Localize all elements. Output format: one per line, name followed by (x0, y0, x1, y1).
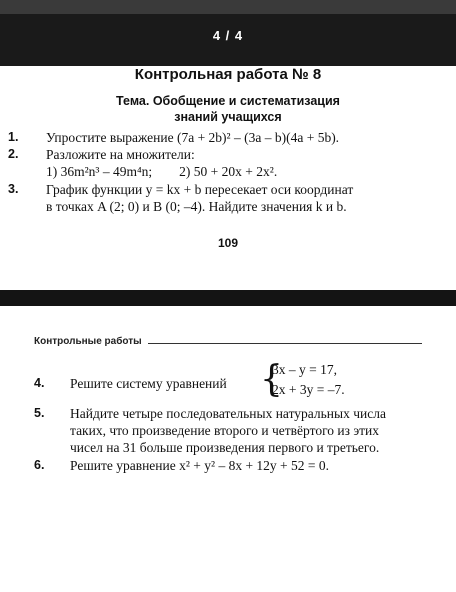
task-number: 2. (8, 147, 19, 161)
subtitle-line-2: знаний учащихся (174, 110, 282, 124)
task-text: Разложите на множители: (46, 147, 195, 162)
page-divider (0, 290, 456, 306)
task-text: Решите уравнение x² + y² – 8x + 12y + 52 = 0. (70, 458, 330, 473)
brace-icon: { (260, 359, 283, 400)
document-page-109[interactable] (0, 66, 456, 290)
task-number: 1. (8, 130, 19, 144)
task-number: 4. (34, 376, 45, 390)
task-number: 3. (8, 182, 19, 196)
subtitle-line-1: Тема. Обобщение и систематизация (116, 94, 340, 108)
page-title: Контрольная работа № 8 (134, 66, 322, 83)
running-header: Контрольные работы (34, 336, 142, 347)
task-text: Упростите выражение (7a + 2b)² – (3a – b)(4a + 5b). (46, 130, 340, 145)
task-number: 6. (34, 458, 45, 472)
equation-system (260, 359, 380, 402)
task-text-continued: таких, что произведение второго и четвёртого из этих (70, 423, 379, 438)
document-page-110[interactable] (0, 306, 456, 592)
equation-2: 2x + 3y = –7. (272, 382, 345, 397)
header-rule (148, 343, 422, 344)
page-number: 109 (217, 236, 239, 250)
task-text: Решите систему уравнений (70, 376, 227, 391)
task-text-continued: в точках A (2; 0) и B (0; –4). Найдите значения k и b. (46, 199, 347, 214)
viewer-top-bar (0, 0, 456, 66)
task-number: 5. (34, 406, 45, 420)
status-bar (0, 0, 456, 14)
equation-1: 3x – y = 17, (272, 362, 337, 377)
page-counter: 4 / 4 (212, 28, 244, 43)
task-text-continued: чисел на 31 больше произведения первого и третьего. (70, 440, 380, 455)
task-text: Найдите четыре последовательных натуральных числа (70, 406, 386, 421)
page-subtitle (0, 93, 456, 125)
task-subitems: 1) 36m²n³ – 49m⁴n; 2) 50 + 20x + 2x². (46, 164, 278, 179)
task-text: График функции y = kx + b пересекает оси координат (46, 182, 354, 197)
